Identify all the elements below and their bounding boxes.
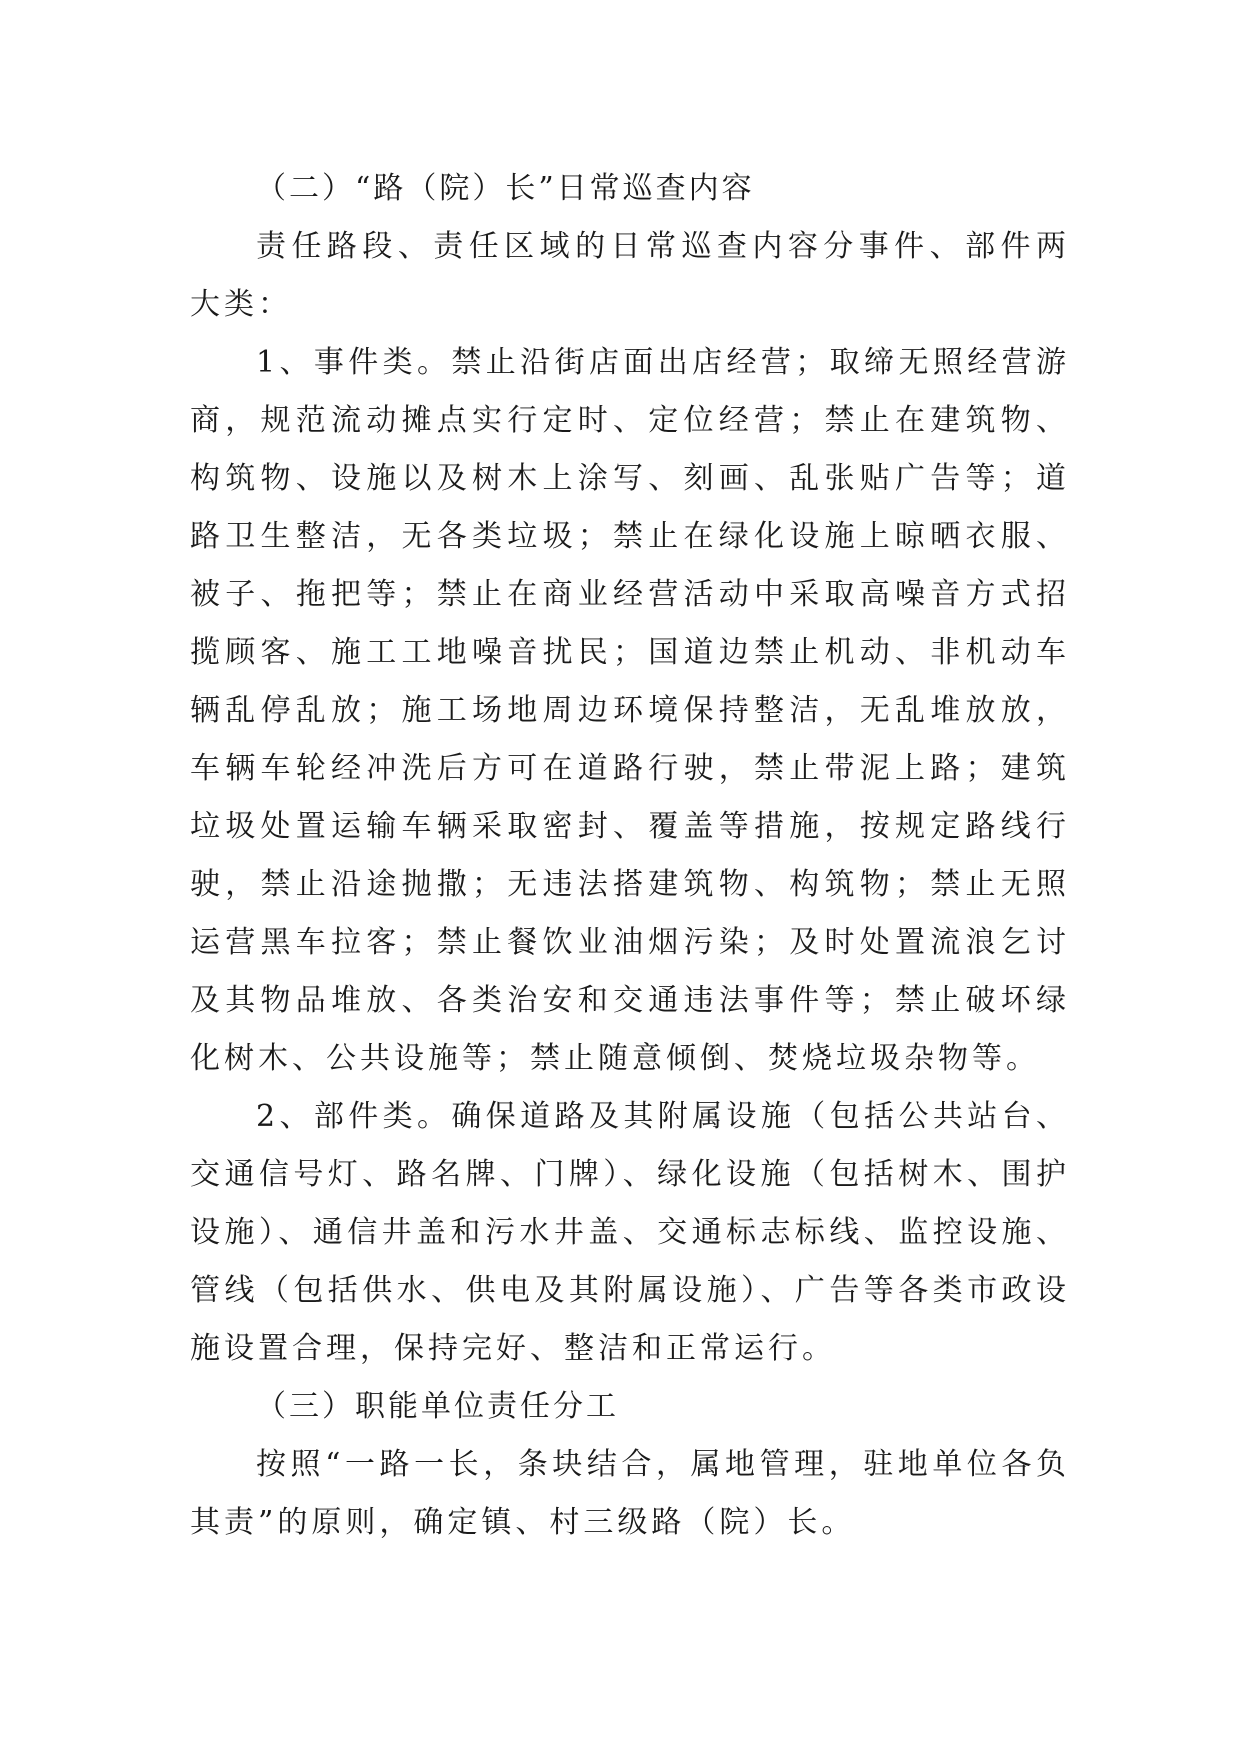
paragraph-component-category: 2、部件类。确保道路及其附属设施（包括公共站台、交通信号灯、路名牌、门牌）、绿化设施（包括树木、围护设施）、通信井盖和污水井盖、交通标志标线、监控设施、管线（包括供水、供电及其附属设施）、广告等各类市政设施设置合理，保持完好、整洁和正常运行。 xyxy=(190,1099,1070,1366)
section-heading-daily-inspection: （二）“路（院）长”日常巡查内容 xyxy=(256,171,755,206)
paragraph-event-category: 1、事件类。禁止沿街店面出店经营；取缔无照经营游商，规范流动摊点实行定时、定位经营；禁止在建筑物、构筑物、设施以及树木上涂写、刻画、乱张贴广告等；道路卫生整洁，无各类垃圾；禁止在绿化设施上晾晒衣服、被子、拖把等；禁止在商业经营活动中采取高噪音方式招揽顾客、施工工地噪音扰民；国道边禁止机动、非机动车辆乱停乱放；施工场地周边环境保持整洁，无乱堆放放，车辆车轮经冲洗后方可在道路行驶，禁止带泥上路；建筑垃圾处置运输车辆采取密封、覆盖等措施，按规定路线行驶，禁止沿途抛撒；无违法搭建筑物、构筑物；禁止无照运营黑车拉客；禁止餐饮业油烟污染；及时处置流浪乞讨及其物品堆放、各类治安和交通违法事件等；禁止破坏绿化树木、公共设施等；禁止随意倾倒、焚烧垃圾杂物等。 xyxy=(190,345,1070,1076)
section-heading-responsibility-division: （三）职能单位责任分工 xyxy=(256,1389,619,1424)
paragraph-principle: 按照“一路一长，条块结合，属地管理，驻地单位各负其责”的原则，确定镇、村三级路（院）长。 xyxy=(190,1447,1070,1540)
document-body xyxy=(190,160,1070,1552)
paragraph-intro: 责任路段、责任区域的日常巡查内容分事件、部件两大类： xyxy=(190,229,1070,322)
